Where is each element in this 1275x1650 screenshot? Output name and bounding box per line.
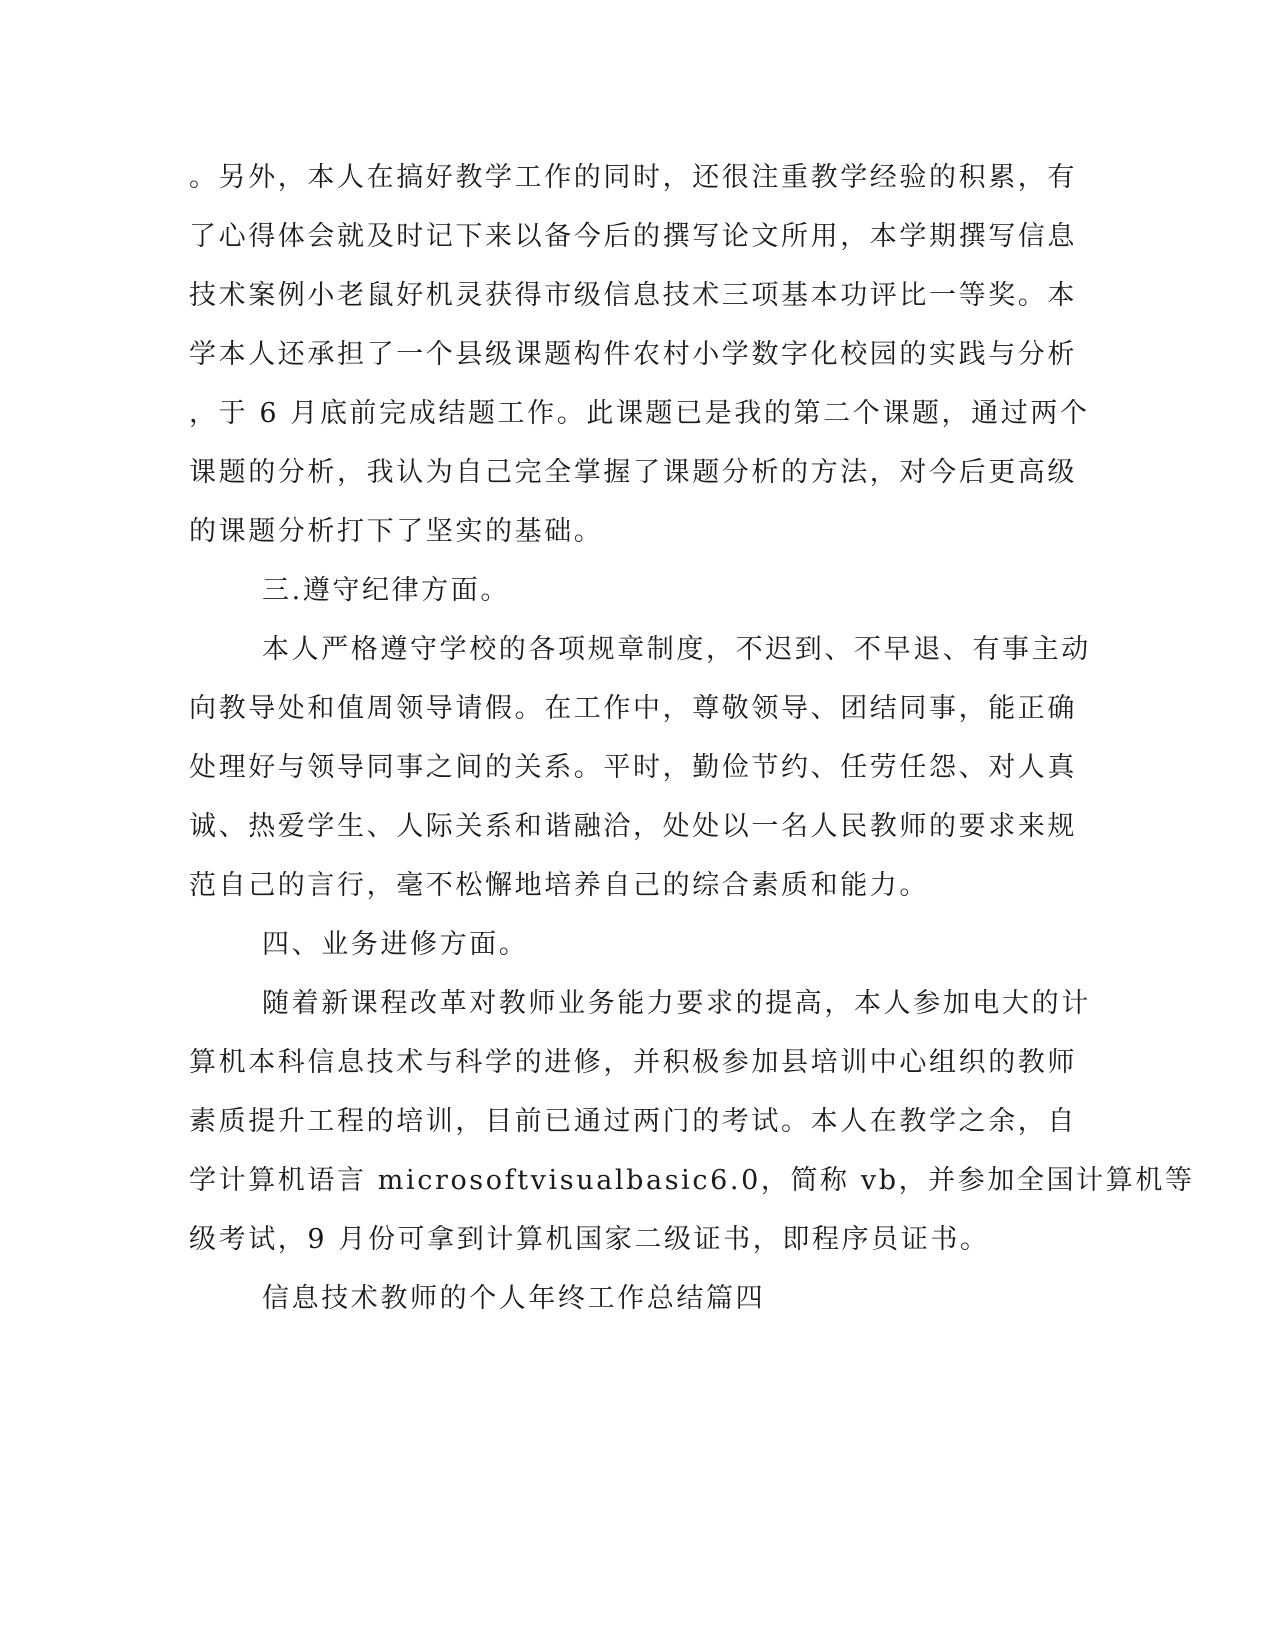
paragraph-line: 级考试，9 月份可拿到计算机国家二级证书，即程序员证书。 — [189, 1224, 990, 1255]
paragraph-line: 学计算机语言 microsoftvisualbasic6.0，简称 vb，并参加全国计算机等 — [189, 1165, 1195, 1196]
paragraph-line: ，于 6 月底前完成结题工作。此课题已是我的第二个课题，通过两个 — [189, 398, 1090, 429]
next-section-title: 信息技术教师的个人年终工作总结篇四 — [262, 1283, 766, 1314]
paragraph-line: 。另外，本人在搞好教学工作的同时，还很注重教学经验的积累，有 — [189, 162, 1077, 193]
section-heading-discipline: 三.遵守纪律方面。 — [262, 575, 510, 606]
paragraph-line: 随着新课程改革对教师业务能力要求的提高，本人参加电大的计 — [262, 988, 1091, 1019]
paragraph-line: 的课题分析打下了坚实的基础。 — [189, 516, 604, 547]
paragraph-line: 素质提升工程的培训，目前已通过两门的考试。本人在教学之余，自 — [189, 1106, 1077, 1137]
paragraph-line: 处理好与领导同事之间的关系。平时，勤俭节约、任劳任怨、对人真 — [189, 752, 1077, 783]
paragraph-line: 课题的分析，我认为自己完全掌握了课题分析的方法，对今后更高级 — [189, 457, 1077, 488]
paragraph-line: 范自己的言行，毫不松懈地培养自己的综合素质和能力。 — [189, 870, 929, 901]
section-heading-training: 四、业务进修方面。 — [262, 929, 529, 960]
paragraph-line: 技术案例小老鼠好机灵获得市级信息技术三项基本功评比一等奖。本 — [189, 280, 1077, 311]
paragraph-line: 学本人还承担了一个县级课题构件农村小学数字化校园的实践与分析 — [189, 339, 1077, 370]
paragraph-line: 本人严格遵守学校的各项规章制度，不迟到、不早退、有事主动 — [262, 634, 1091, 665]
paragraph-line: 算机本科信息技术与科学的进修，并积极参加县培训中心组织的教师 — [189, 1047, 1077, 1078]
paragraph-line: 诚、热爱学生、人际关系和谐融洽，处处以一名人民教师的要求来规 — [189, 811, 1077, 842]
paragraph-line: 了心得体会就及时记下来以备今后的撰写论文所用，本学期撰写信息 — [189, 221, 1077, 252]
paragraph-line: 向教导处和值周领导请假。在工作中，尊敬领导、团结同事，能正确 — [189, 693, 1077, 724]
